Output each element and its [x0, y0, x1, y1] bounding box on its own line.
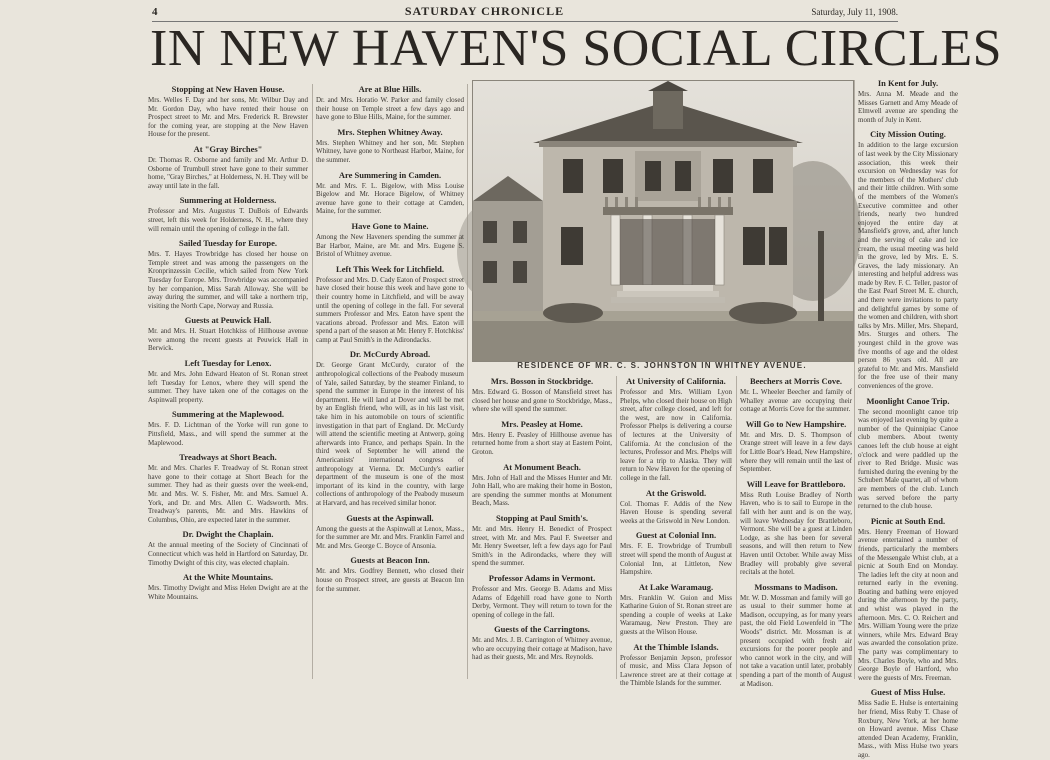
article-title: Beechers at Morris Cove.	[749, 376, 843, 386]
article-body: Professor Benjamin Jepson, professor of music, and Miss Clara Jepson of Lawrence street are at their cottage at the Thimble Islands for the summer.	[620, 653, 732, 688]
article-title: Are Summering in Camden.	[338, 169, 442, 180]
article-body: Miss Sadie E. Hulse is entertaining her friend, Miss Ruby T. Chase of Roxbury, New York, at her home on Howard avenue. Miss Chase attended Dean Academy, Franklin, Mass., with Miss Hulse two years ago.	[858, 699, 958, 759]
column-5	[740, 374, 852, 688]
article-title: Mrs. Bosson in Stockbridge.	[490, 376, 594, 386]
issue-date: Saturday, July 11, 1908.	[811, 7, 898, 17]
article	[858, 396, 958, 511]
article-title: Guests of the Carringtons.	[494, 624, 590, 635]
article-title: Will Go to New Hampshire.	[745, 418, 847, 429]
page-number: 4	[152, 6, 158, 18]
article-body: Mrs. Franklin W. Guion and Miss Katharine Guion of St. Ronan street are spending a couple of weeks at Lake Waramaug, New Preston. They are guests at the Wilson House.	[620, 593, 732, 637]
article-body: At the annual meeting of the Society of Cincinnati of Connecticut which was held in Hartford on Saturday, Dr. Timothy Dwight of this city, was elected chaplain.	[148, 541, 308, 567]
article-title: Left Tuesday for Lenox.	[184, 358, 272, 369]
article	[740, 582, 852, 689]
article	[740, 479, 852, 577]
column-6	[858, 76, 958, 759]
article	[620, 488, 732, 526]
article-body: Professor and Mrs. Augustus T. DuBois of Edwards street, left this week for Holderness, N. H., where they will remain until the opening of college in the fall.	[148, 207, 308, 233]
column-1	[148, 82, 308, 679]
article-body: Professor and Mrs. George B. Adams and Miss Adams of Edgehill road have gone to North Derby, Vermont. They will return to town for the opening of college in the fall.	[472, 584, 612, 619]
paper-name: SATURDAY CHRONICLE	[404, 4, 565, 18]
article-title: Guest at Colonial Inn.	[635, 530, 717, 541]
article	[620, 582, 732, 637]
article-title: Guests at Peuwick Hall.	[184, 315, 272, 326]
article	[316, 555, 464, 593]
article	[740, 419, 852, 474]
article	[858, 129, 958, 390]
article	[148, 572, 308, 601]
article-title: Stopping at Paul Smith's.	[495, 512, 589, 523]
article-title: At Lake Waramaug.	[638, 581, 714, 592]
article-body: Mr. and Mrs. Godfrey Bennett, who closed their house on Prospect street, are guests at Beacon Inn for the summer.	[316, 567, 464, 593]
article-title: Mrs. Peasley at Home.	[501, 418, 583, 429]
article	[148, 238, 308, 310]
article-title: Moonlight Canoe Trip.	[866, 395, 950, 406]
article	[148, 315, 308, 353]
article-body: Mr. and Mrs. John Edward Heaton of St. Ronan street left Tuesday for Lenox, where they will spend the summer. They have taken one of the cottages on the Aspinwall property.	[148, 370, 308, 404]
article	[148, 195, 308, 233]
article-title: At "Gray Birches"	[193, 143, 263, 154]
article-title: Dr. McCurdy Abroad.	[349, 349, 431, 360]
article-body: Mr. and Mrs. D. S. Thompson of Orange street will leave in a few days for Little Boar's Head, New Hampshire, where they will remain until the last of September.	[740, 430, 852, 474]
article	[620, 530, 732, 576]
article-title: City Mission Outing.	[870, 129, 946, 140]
article-body: Mrs. F. E. Trowbridge of Trumbull street will spend the month of August at Colonial Inn, at Littleton, New Hampshire.	[620, 542, 732, 577]
column-4	[620, 374, 732, 688]
article-body: Mrs. Henry Freeman of Howard avenue entertained a number of friends, particularly the members of the Messengale Whist club, at a picnic at South End on Monday. The ladies left the city at noon and returned early in the evening. Boating and bathing were enjoyed during the afternoon by the party, and whist was played in the afternoon. Mrs. C. O. Reichert and Mrs. William Young were the prize winners, while Mrs. Edward Bray was awarded the consolation prize. The party was complimentary to Mrs. Charles Boyle, who and Mrs. George Boyle of Hartford, who were the guests of Mrs. Freeman.	[858, 527, 958, 682]
article-body: Professor and Mrs. D. Cady Eaton of Prospect street have closed their house this week and have gone to their country home in Litchfield, and will be away until the opening of college in the fall. For several summers Professor and Mrs. Eaton have spent the vacations abroad. Professor and Mrs. Eaton will spend a part of the season at Mr. Henry F. Hotchkiss' camp at Paul Smith's in the Adirondacks.	[316, 275, 464, 344]
article-title: Have Gone to Maine.	[351, 220, 429, 231]
article-body: Mrs. Timothy Dwight and Miss Helen Dwight are at the White Mountains.	[148, 584, 308, 601]
article-body: Mrs. F. D. Lichtman of the Yorke will run gone to Pittsfield, Mass., and will spend the summer at the Maplewood.	[148, 421, 308, 447]
article	[316, 127, 464, 165]
article	[316, 170, 464, 216]
article-title: Picnic at South End.	[870, 515, 946, 526]
article-body: In addition to the large excursion of last week by the City Missionary association, this week their excursion on Wednesday was for the members of the Mothers' club and their little children. With some of the members of the Women's Executive committee and other friends, nearly two hundred enjoyed the entire day at Mansfield's grove, and, after lunch and the serving of cake and ice cream, the usual meeting was held in the grove, led by Mrs. E. S. Graves, the lady missionary. An interesting and helpful address was made by Rev. F. C. Teller, pastor of the East Pearl Street M. E. church, and there were invitations to party and delightful games by some of the women and children, with short talks by Mrs. Miller, Mrs. Shepard, Mrs. Sturges and others. The youngest child in the grove was five months of age and the oldest person 86 years old. All are grateful to Mr. and Mrs. Mansfield for the free use of their many conveniences of the grove.	[858, 141, 958, 390]
article-body: Mrs. Henry E. Peasley of Hillhouse avenue has returned home from a short stay at Eastern Point, Groton.	[472, 430, 612, 456]
article-title: At University of California.	[626, 376, 726, 386]
article	[472, 573, 612, 619]
article	[316, 513, 464, 551]
photo-caption: RESIDENCE OF MR. C. S. JOHNSTON IN WHITNEY AVENUE.	[517, 361, 807, 370]
article-title: Guests at Beacon Inn.	[350, 555, 430, 566]
article	[316, 349, 464, 507]
page-headline: IN NEW HAVEN'S SOCIAL CIRCLES	[150, 20, 1003, 77]
article-body: Dr. George Grant McCurdy, curator of the anthropological collections of the Peabody museum of Yale, sailed Saturday, by the steamer Finland, to spend the summer in Europe in the interest of his department. He will land at Dover and will be met by an English friend, who will, as in his last visit, take him in his automobile on tours of scientific investigation in that part of England. Dr. McCurdy will attend the scientific meeting at Antwerp, going afterwards into France, and perhaps Spain. In the third week of September he will attend the Americanists' international congress of anthropology at Vienna. Dr. McCurdy's earlier department of the museum is one of the most important of its kind in the country, with large collections of anthropology of the Peabody museum at Harvard, and has received similar honor.	[316, 361, 464, 507]
article	[148, 529, 308, 567]
article-title: Stopping at New Haven House.	[171, 84, 285, 94]
article	[472, 419, 612, 457]
article-title: Summering at Holderness.	[179, 195, 277, 206]
article-body: Mr. L. Wheeler Beecher and family of Whalley avenue are occupying their cottage at Morris Cove for the summer.	[740, 388, 852, 414]
article-body: Mr. and Mrs. J. B. Carrington of Whitney avenue, who are occupying their cottage at Madison, have had as their guests, Mr. and Mrs. Reynolds.	[472, 636, 612, 662]
article-body: Mrs. John of Hall and the Misses Hunter and Mr. John Hall, who are making their home in Boston, are spending the summer months at Monument Beach, Mass.	[472, 473, 612, 508]
article-body: Mrs. Welles F. Day and her sons, Mr. Wilbur Day and Mr. Gordon Day, who have rented their house on Prospect street to Mr. and Mrs. Frederick R. Brewster for the coming year, are stopping at the New Haven House for the present.	[148, 96, 308, 139]
column-2	[316, 82, 464, 679]
column-3	[472, 374, 612, 679]
article-body: Among the New Haveners spending the summer at Bar Harbor, Maine, are Mr. and Mrs. Eugene S. Bristol of Whitney avenue.	[316, 232, 464, 259]
article	[858, 78, 958, 124]
article	[620, 376, 732, 483]
article-body: The second moonlight canoe trip was enjoyed last evening by quite a number of the Quinnipiac Canoe club members. About twenty canoes left the club house at eight o'clock and were paddled up the river to Red Bridge. Music was furnished during the evening by the Schubert Male quartet, all of whom are members of the club. Lunch was served before the party returned to the club house.	[858, 407, 958, 511]
article	[858, 516, 958, 683]
article	[472, 624, 612, 662]
article-body: Mr. and Mrs. F. L. Bigelow, with Miss Louise Bigelow and Mr. Horace Bigelow, of Whitney avenue have gone to their cottage at Camden, Maine, for the summer.	[316, 181, 464, 216]
article-title: Sailed Tuesday for Europe.	[179, 238, 277, 249]
article	[148, 84, 308, 139]
article-body: Mrs. Stephen Whitney and her son, Mr. Stephen Whitney, have gone to Northeast Harbor, Maine, for the summer.	[316, 138, 464, 164]
article-title: At the Thimble Islands.	[633, 641, 719, 652]
article-title: Guest of Miss Hulse.	[870, 687, 946, 698]
article-title: Treadways at Short Beach.	[179, 452, 277, 463]
article-title: Dr. Dwight the Chaplain.	[182, 529, 274, 540]
article	[620, 642, 732, 688]
article-body: Miss Ruth Louise Bradley of North Haven, who is to sail to Europe in the fall with her aunt and is on the way, will leave Wednesday for Brattleboro, Vermont. She will be a guest at Linden Lodge, as she has been for several seasons, and will then return to New Haven until October. While away Miss Bradley will probably give several recitals at the hotel.	[740, 490, 852, 577]
article-body: Col. Thomas F. Addis of the New Haven House is spending several weeks at the Griswold in New London.	[620, 499, 732, 525]
article-body: Mrs. T. Hayes Trowbridge has closed her house on Temple street and was among the passengers on the Kronprinzessin Cecilie, which sailed from New York Tuesday for Europe. Mrs. Trowbridge was accompanied by her companion, Miss Sarah Alloway. She will be away during the summer, and will take a northern trip, visiting the North Cape, Norway and Russia.	[148, 250, 308, 310]
article-body: Among the guests at the Aspinwall at Lenox, Mass., for the summer are Mr. and Mrs. Franklin Farrel and Mr. and Mrs. George C. Boyce of Ansonia.	[316, 524, 464, 550]
article-title: Are at Blue Hills.	[358, 84, 422, 94]
article-title: Summering at the Maplewood.	[172, 409, 284, 420]
article-body: Dr. Thomas R. Osborne and family and Mr. Arthur D. Osborne of Trumbull street have gone to their summer home, "Gray Birches," at Holderness, N. H. They will be away until late in the fall.	[148, 155, 308, 190]
article-body: Mr. and Mrs. H. Stuart Hotchkiss of Hillhouse avenue were among the recent guests at Peuwick Hall in Berwick.	[148, 327, 308, 353]
article-title: At the Griswold.	[645, 487, 707, 498]
article-body: Mrs. Edward G. Bosson of Mansfield street has closed her house and gone to Stockbridge, Mass., where she will spend the summer.	[472, 388, 612, 414]
article-title: Guests at the Aspinwall.	[346, 512, 434, 523]
article	[148, 452, 308, 524]
article	[472, 462, 612, 508]
article	[316, 264, 464, 345]
article-body: Mrs. Anna M. Meade and the Misses Garnett and Amy Meade of Elmwell avenue are spending the month of July in Kent.	[858, 90, 958, 124]
article-title: Mrs. Stephen Whitney Away.	[337, 126, 443, 137]
article	[148, 358, 308, 404]
article-body: Dr. and Mrs. Horatio W. Parker and family closed their house on Temple street a few days ago and have gone to Blue Hills, Maine, for the summer.	[316, 96, 464, 122]
article-title: Mossmans to Madison.	[754, 581, 838, 592]
article	[316, 84, 464, 122]
article-title: At Monument Beach.	[503, 461, 581, 472]
article	[858, 687, 958, 759]
article-title: Left This Week for Litchfield.	[336, 263, 444, 274]
article	[472, 513, 612, 568]
article-title: Professor Adams in Vermont.	[488, 572, 596, 583]
article	[148, 409, 308, 447]
article	[316, 221, 464, 259]
article	[740, 376, 852, 414]
article	[148, 144, 308, 190]
article-body: Mr. and Mrs. Charles F. Treadway of St. Ronan street have gone to their cottage at Short Beach for the summer. They had as their guests over the week-end, Mr. and Mrs. W. S. Fisher, Mr. and Mrs. Samuel A. York, and Dr. and Mrs. Allen C. Wadsworth. Mrs. Treadway's parents, Mr. and Mrs. Hawkins of Columbus, Ohio, are expected later in the summer.	[148, 464, 308, 524]
article-title: In Kent for July.	[877, 78, 939, 88]
article-body: Professor and Mrs. William Lyon Phelps, who closed their house on High street, after college closed, and left for the west, are now in California. Professor Phelps is delivering a course of lectures at the University of California. At the conclusion of the lectures, Professor and Mrs. Phelps will leave for a trip to Alaska. They will return to New Haven for the opening of college in the fall.	[620, 388, 732, 482]
article-body: Mr. and Mrs. Henry H. Benedict of Prospect street, with Mr. and Mrs. Paul F. Sweetser and Mr. Henry Sweetser, left a few days ago for Paul Smith's in the Adirondacks, where they will spend the summer.	[472, 524, 612, 568]
article-body: Mr. W. D. Mossman and family will go as usual to their summer home at Madison, occupying, as for many years past, the old Field Lowenfeld in "The Woods" district. Mr. Mossman is at present occupied with fresh air excursions for the poorer people and who cannot work in the city, and will not take a vacation until later, probably spending a part of the month of August at Madison.	[740, 593, 852, 688]
article-title: Will Leave for Brattleboro.	[746, 478, 846, 489]
article	[472, 376, 612, 414]
article-title: At the White Mountains.	[182, 572, 274, 583]
